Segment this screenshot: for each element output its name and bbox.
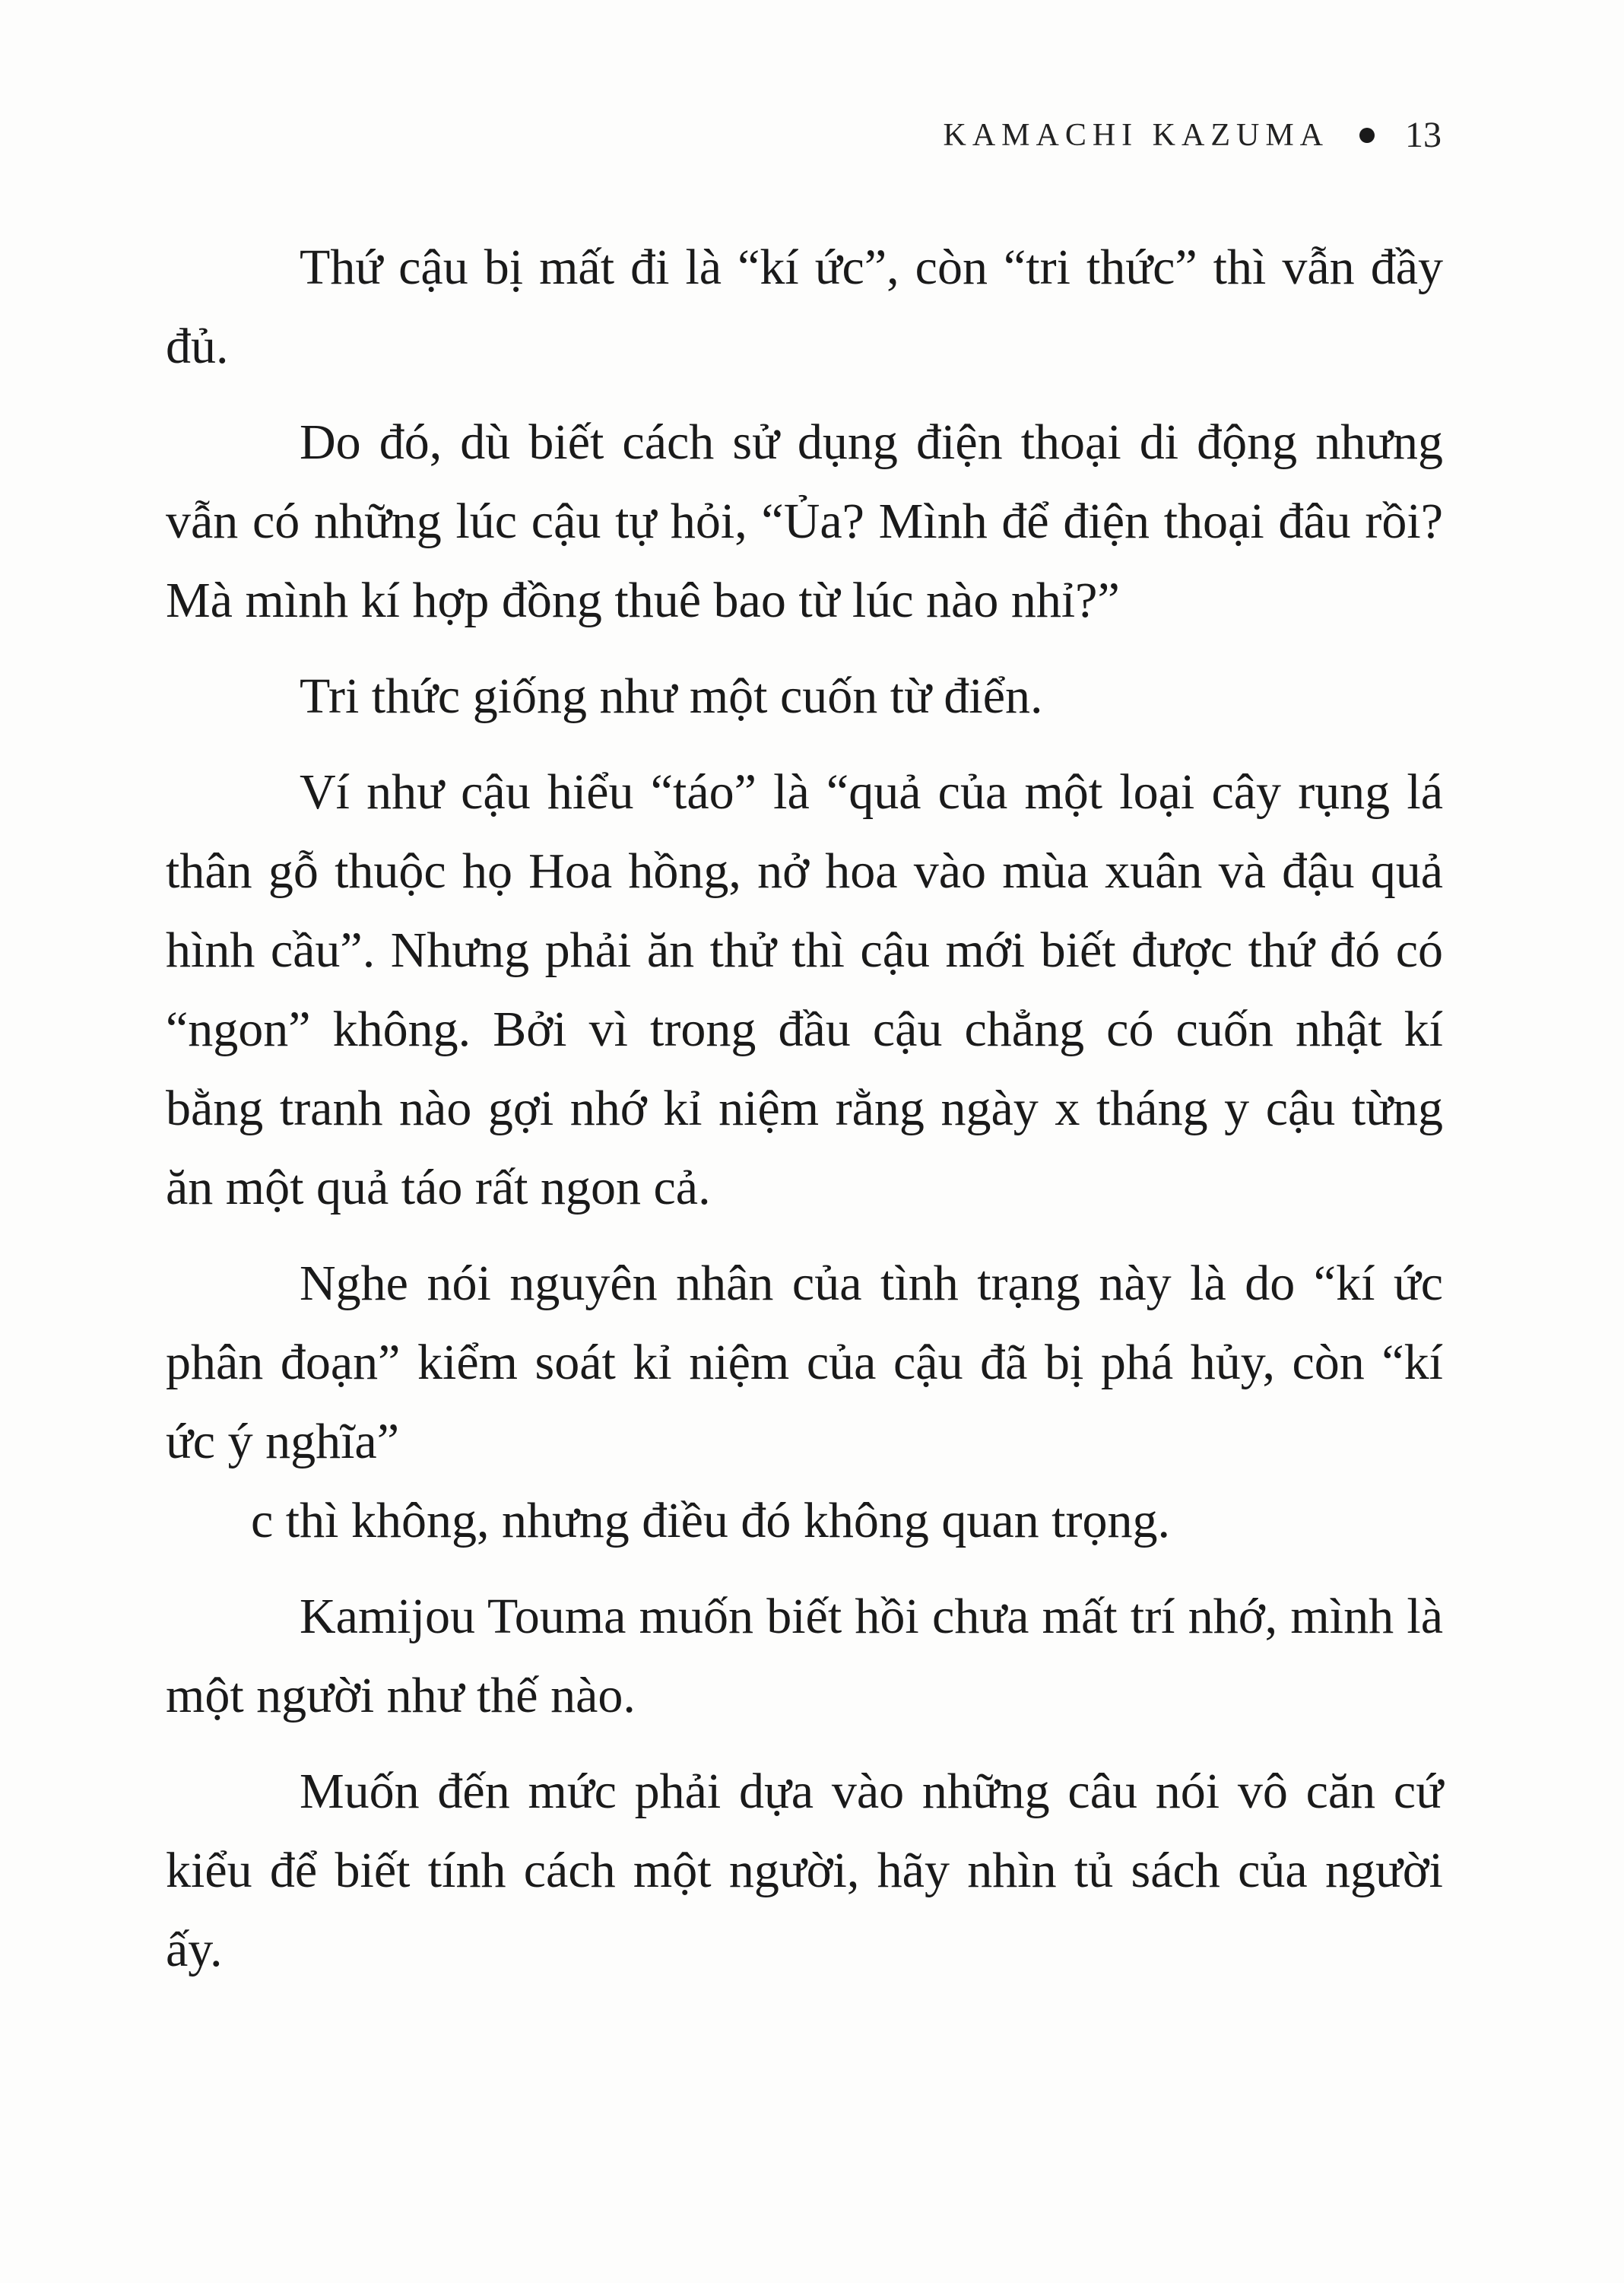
bullet-dot-icon (1359, 128, 1375, 143)
paragraph-5: Nghe nói nguyên nhân của tình trạng này là do “kí ức phân đoạn” kiểm soát kỉ niệm của cậu đã bị phá hủy, còn “kí ức ý nghĩa” (166, 1256, 1443, 1469)
page-number: 13 (1405, 115, 1442, 155)
running-header (944, 114, 1442, 156)
paragraph-7: Kamijou Touma muốn biết hồi chưa mất trí nhớ, mình là một người như thế nào. (166, 1589, 1443, 1723)
paragraph-8: Muốn đến mức phải dựa vào những câu nói vô căn cứ kiểu để biết tính cách một người, hãy nhìn tủ sách của người ấy. (166, 1764, 1443, 1977)
paragraph-2: Do đó, dù biết cách sử dụng điện thoại di động nhưng vẫn có những lúc cậu tự hỏi, “Ủa? Mình để điện thoại đâu rồi? Mà mình kí hợp đồng thuê bao từ lúc nào nhỉ?” (166, 414, 1443, 628)
paragraph-6: c thì không, nhưng điều đó không quan trọng. (251, 1493, 1170, 1548)
paragraph-4: Ví như cậu hiểu “táo” là “quả của một loại cây rụng lá thân gỗ thuộc họ Hoa hồng, nở hoa vào mùa xuân và đậu quả hình cầu”. Nhưng phải ăn thử thì cậu mới biết được thứ đó có “ngon” không. Bởi vì trong đầu cậu chẳng có cuốn nhật kí bằng tranh nào gợi nhớ kỉ niệm rằng ngày x tháng y cậu từng ăn một quả táo rất ngon cả. (166, 764, 1443, 1215)
paragraph-1: Thứ cậu bị mất đi là “kí ức”, còn “tri thức” thì vẫn đầy đủ. (166, 240, 1443, 374)
body-text (166, 228, 1443, 2006)
paragraph-3: Tri thức giống như một cuốn từ điển. (300, 668, 1043, 724)
author-name: KAMACHI KAZUMA (943, 117, 1329, 153)
